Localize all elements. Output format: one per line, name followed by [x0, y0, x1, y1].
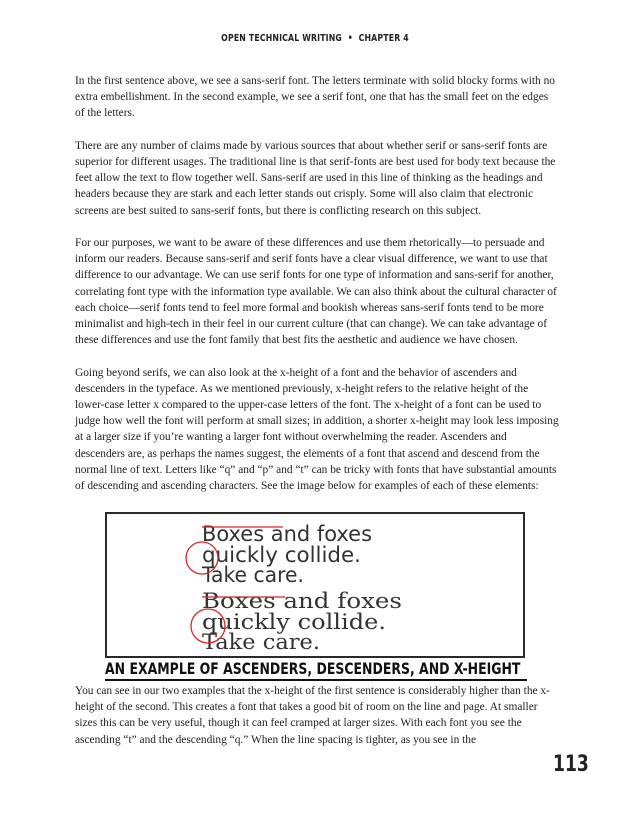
serif-line-1: Boxes and foxes [202, 589, 402, 613]
sans-line-2: quickly collide. [202, 543, 361, 567]
body-text-bottom [75, 683, 559, 764]
chapter-label: CHAPTER 4 [358, 33, 409, 44]
font-example-figure [105, 512, 525, 658]
running-head [57, 33, 574, 44]
page-number: 113 [553, 752, 589, 777]
figure-caption-text: AN EXAMPLE OF ASCENDERS, DESCENDERS, AND X-HEIGHT [105, 659, 521, 678]
paragraph-2: There are any number of claims made by various sources that about whether serif or sans-serif fonts are superior for different usages. The traditional line is that serif-fonts are best used for body text because the feet allow the text to flow together well. Sans-serif are used in this line of thinking as the headings and headers because they are stark and each letter stands out crisply. Some will also claim that electronic screens are best suited to sans-serif fonts, but there is conflicting research on this subject. [75, 139, 556, 217]
sans-line-3: Take care. [201, 563, 304, 587]
figure-caption [105, 659, 527, 681]
font-example-graphic [107, 514, 523, 656]
paragraph-4: Going beyond serifs, we can also look at the x-height of a font and the behavior of ascenders and descenders in the typeface. As we mentioned previously, x-height refers to the relative height of the lower-case letter x compared to the upper-case letters of the font. The x-height of a font can be used to judge how well the font will perform at small sizes; in addition, a shorter x-height may look less imposing at a larger size if you’re wanting a larger font without overwhelming the reader. Ascenders and descenders are, as perhaps the names suggest, the elements of a font that ascend and descend from the normal line of text. Letters like “q” and “p” and “t” can be tricky with fonts that have substantial amounts of descending and ascending characters. See the image below for examples of each of these elements: [75, 366, 559, 493]
book-title: OPEN TECHNICAL WRITING [221, 33, 342, 44]
paragraph-3: For our purposes, we want to be aware of these differences and use them rhetorically—to persuade and inform our readers. Because sans-serif and serif fonts have a clear visual difference, we want to use that difference to our advantage. We can use serif fonts for one type of information and sans-serif for another, correlating font type with the information type available. We can also think about the cultural character of each choice—serif fonts tend to feel more formal and bookish whereas sans-serif fonts tend to be more minimalist and high-tech in their feel in our current culture (that can change). We can take advantage of these differences and use the font family that best fits the aesthetic and audience we have chosen. [75, 237, 557, 347]
sans-line-1: Boxes and foxes [202, 522, 372, 546]
header-separator: • [347, 33, 353, 44]
serif-line-3: Take care. [202, 630, 320, 654]
paragraph-5: You can see in our two examples that the x-height of the first sentence is considerably higher than the x-height of the second. This creates a font that takes a good bit of room on the line and page. At smaller sizes this can be very useful, though it can feel cramped at larger sizes. With each font you see the ascending “t” and the descending “q.” When the line spacing is tighter, as you see in the [75, 685, 550, 746]
serif-line-2: quickly collide. [202, 610, 386, 634]
body-text-top [75, 73, 559, 510]
paragraph-1: In the first sentence above, we see a sans-serif font. The letters terminate with solid blocky forms with no extra embellishment. In the second example, we see a serif font, one that has the small feet on the edges of the letters. [75, 75, 555, 120]
